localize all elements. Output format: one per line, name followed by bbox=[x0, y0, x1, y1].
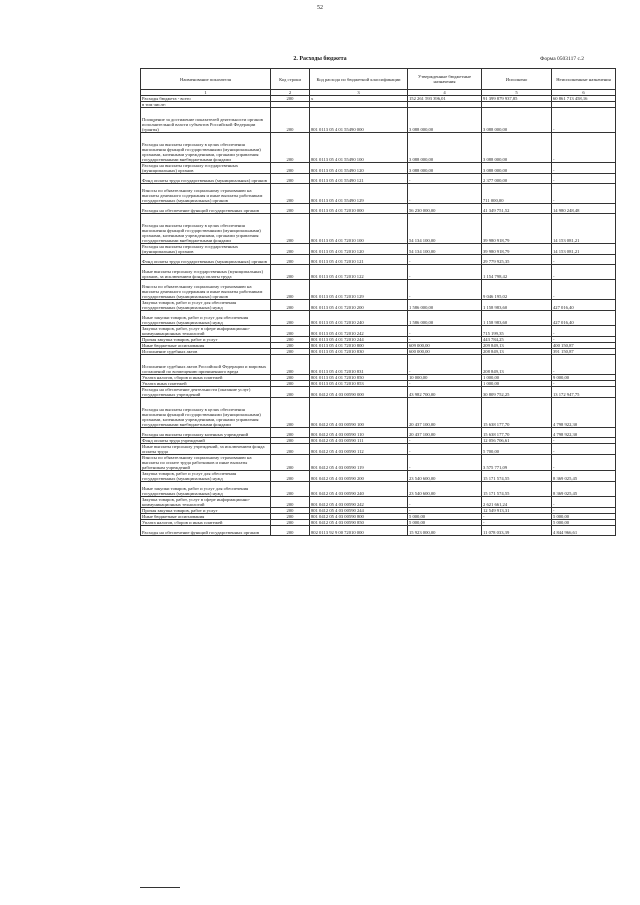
row-executed: 12 549 913,31 bbox=[482, 508, 552, 514]
row-approved: - bbox=[408, 438, 482, 444]
row-budget-code: 801 0412 05 4 03 00590 110 bbox=[310, 428, 408, 438]
row-approved: - bbox=[408, 174, 482, 184]
row-budget-code: 801 0113 05 4 01 72010 000 bbox=[310, 204, 408, 214]
column-number: 4 bbox=[408, 90, 482, 96]
row-budget-code: x bbox=[310, 96, 408, 102]
row-unexecuted: - bbox=[552, 184, 616, 204]
row-executed: 12 056 706,61 bbox=[482, 438, 552, 444]
row-executed: 1 000,00 bbox=[482, 375, 552, 381]
row-line-code: 200 bbox=[271, 482, 310, 497]
row-executed: 711 000,00 bbox=[482, 184, 552, 204]
row-unexecuted: 9 000,00 bbox=[552, 375, 616, 381]
row-budget-code: 801 0412 05 4 03 00590 100 bbox=[310, 398, 408, 428]
table-row bbox=[141, 526, 616, 536]
row-budget-code: 801 0113 05 4 01 55490 100 bbox=[310, 133, 408, 163]
row-budget-code: 801 0113 05 4 01 72010 120 bbox=[310, 244, 408, 255]
row-line-code: 200 bbox=[271, 133, 310, 163]
table-header-row bbox=[141, 69, 616, 90]
row-budget-code: 801 0412 05 4 03 00590 111 bbox=[310, 438, 408, 444]
row-unexecuted: - bbox=[552, 444, 616, 455]
table-row bbox=[141, 497, 616, 508]
row-unexecuted: 4 798 922,30 bbox=[552, 398, 616, 428]
row-line-code: 200 bbox=[271, 514, 310, 520]
header-budget-code: Код расхода по бюджетной классификации bbox=[310, 69, 408, 90]
footnote-divider bbox=[140, 887, 180, 888]
table-row bbox=[141, 455, 616, 471]
header-approved: Утвержденные бюджетные назначения bbox=[408, 69, 482, 90]
row-budget-code: 801 0113 05 4 01 55490 129 bbox=[310, 184, 408, 204]
row-name: Фонд оплаты труда учреждений bbox=[141, 438, 271, 444]
row-line-code: 200 bbox=[271, 508, 310, 514]
row-approved: 10 000,00 bbox=[408, 375, 482, 381]
row-budget-code: 801 0113 05 4 01 72010 121 bbox=[310, 255, 408, 265]
row-executed: 3 088 000,00 bbox=[482, 163, 552, 174]
row-name: Иные закупки товаров, работ и услуг для обеспечения государственных (муниципальных) нужд bbox=[141, 311, 271, 326]
row-unexecuted: - bbox=[552, 255, 616, 265]
column-number: 5 bbox=[482, 90, 552, 96]
row-line-code: 200 bbox=[271, 444, 310, 455]
row-line-code: 200 bbox=[271, 343, 310, 349]
row-approved: 43 982 700,00 bbox=[408, 387, 482, 398]
row-budget-code: 801 0113 05 4 01 55490 120 bbox=[310, 163, 408, 174]
row-unexecuted: - bbox=[552, 337, 616, 343]
row-name: Иные выплаты персоналу государственных (муниципальных) органов, за исключением фонда оплаты труда bbox=[141, 265, 271, 280]
row-line-code: 200 bbox=[271, 265, 310, 280]
row-approved: - bbox=[408, 497, 482, 508]
header-line-code: Код строки bbox=[271, 69, 310, 90]
row-unexecuted: 4 798 922,30 bbox=[552, 428, 616, 438]
row-line-code: 200 bbox=[271, 375, 310, 381]
row-unexecuted: - bbox=[552, 508, 616, 514]
row-name: Расходы на выплаты персоналу в целях обеспечения выполнения функций государственными (муниципальными) органами, казенными учреждениями, органами управления государственными внебюджетными фондами bbox=[141, 398, 271, 428]
row-line-code: 200 bbox=[271, 108, 310, 133]
expenses-table bbox=[140, 68, 616, 536]
row-unexecuted: - bbox=[552, 174, 616, 184]
row-approved: 152 261 593 396,01 bbox=[408, 96, 482, 102]
header-executed: Исполнено bbox=[482, 69, 552, 90]
row-line-code: 200 bbox=[271, 471, 310, 482]
row-executed: - bbox=[482, 520, 552, 526]
row-unexecuted: - bbox=[552, 381, 616, 387]
row-approved: 23 540 600,00 bbox=[408, 471, 482, 482]
row-unexecuted: 5 000,00 bbox=[552, 514, 616, 520]
row-unexecuted: - bbox=[552, 265, 616, 280]
row-budget-code: 801 0113 05 4 01 55490 000 bbox=[310, 108, 408, 133]
row-name: Расходы на обеспечение деятельности (оказание услуг) государственных учреждений bbox=[141, 387, 271, 398]
table-row bbox=[141, 174, 616, 184]
row-unexecuted: 4 844 966,61 bbox=[552, 526, 616, 536]
row-name: Иные закупки товаров, работ и услуг для обеспечения государственных (муниципальных) нужд bbox=[141, 482, 271, 497]
row-line-code: 200 bbox=[271, 255, 310, 265]
page-number: 52 bbox=[317, 5, 323, 11]
column-number: 1 bbox=[141, 90, 271, 96]
row-budget-code: 801 0113 05 4 01 55490 121 bbox=[310, 174, 408, 184]
row-executed: 15 171 574,55 bbox=[482, 471, 552, 482]
row-unexecuted: 5 000,00 bbox=[552, 520, 616, 526]
row-line-code: 200 bbox=[271, 184, 310, 204]
table-row bbox=[141, 398, 616, 428]
column-number: 2 bbox=[271, 90, 310, 96]
row-line-code: 200 bbox=[271, 387, 310, 398]
row-line-code: 200 bbox=[271, 300, 310, 311]
row-executed: 208 849,13 bbox=[482, 355, 552, 375]
row-executed: 39 980 918,79 bbox=[482, 214, 552, 244]
row-name: в том числе: bbox=[141, 102, 271, 108]
row-name: Взносы по обязательному социальному страхованию на выплаты по оплате труда работников и иные выплаты работникам учреждений bbox=[141, 455, 271, 471]
row-budget-code: 801 0412 05 4 03 00590 800 bbox=[310, 514, 408, 520]
row-unexecuted: 14 980 248,48 bbox=[552, 204, 616, 214]
row-budget-code: 801 0113 05 4 01 72010 800 bbox=[310, 343, 408, 349]
row-executed: 30 809 752,25 bbox=[482, 387, 552, 398]
row-approved: 3 088 000,00 bbox=[408, 133, 482, 163]
row-budget-code: 801 0412 05 4 03 00590 200 bbox=[310, 471, 408, 482]
row-unexecuted: - bbox=[552, 133, 616, 163]
row-approved: 1 586 000,00 bbox=[408, 300, 482, 311]
row-line-code: 200 bbox=[271, 526, 310, 536]
row-approved: 54 134 100,00 bbox=[408, 214, 482, 244]
row-budget-code: 801 0412 05 4 03 00590 242 bbox=[310, 497, 408, 508]
row-budget-code: 801 0113 05 4 01 72010 100 bbox=[310, 214, 408, 244]
row-executed: 1 000,00 bbox=[482, 381, 552, 387]
table-row bbox=[141, 444, 616, 455]
row-name: Уплата налогов, сборов и иных платежей bbox=[141, 375, 271, 381]
row-budget-code: 801 0412 05 4 03 00590 850 bbox=[310, 520, 408, 526]
table-row bbox=[141, 300, 616, 311]
header-unexecuted: Неисполненные назначения bbox=[552, 69, 616, 90]
row-name: Расходы на обеспечение функций государственных органов bbox=[141, 526, 271, 536]
row-executed: 209 849,13 bbox=[482, 343, 552, 349]
row-line-code: 200 bbox=[271, 381, 310, 387]
row-name: Расходы на выплаты персоналу в целях обеспечения выполнения функций государственными (муниципальными) органами, казенными учреждениями, органами управления государственными внебюджетными фондами bbox=[141, 133, 271, 163]
row-name: Взносы по обязательному социальному страхованию на выплаты денежного содержания и иные выплаты работникам государственных (муниципальных) органов bbox=[141, 184, 271, 204]
row-budget-code: 801 0113 05 4 01 72010 129 bbox=[310, 280, 408, 300]
row-approved: 3 088 000,00 bbox=[408, 163, 482, 174]
row-unexecuted: 8 369 025,45 bbox=[552, 482, 616, 497]
row-approved: - bbox=[408, 444, 482, 455]
row-budget-code: 801 0113 05 4 01 72010 122 bbox=[310, 265, 408, 280]
row-budget-code: 801 0113 05 4 01 72010 831 bbox=[310, 355, 408, 375]
row-line-code: 200 bbox=[271, 355, 310, 375]
row-approved: 20 437 100,00 bbox=[408, 428, 482, 438]
row-name: Исполнение судебных актов Российской Федерации и мировых соглашений по возмещению причиненного вреда bbox=[141, 355, 271, 375]
row-line-code: 200 bbox=[271, 96, 310, 102]
row-executed: 11 078 033,39 bbox=[482, 526, 552, 536]
row-unexecuted: 8 369 025,45 bbox=[552, 471, 616, 482]
row-line-code: 200 bbox=[271, 280, 310, 300]
table-row bbox=[141, 255, 616, 265]
row-line-code: 200 bbox=[271, 520, 310, 526]
table-row bbox=[141, 311, 616, 326]
row-name: Расходы бюджета - всего bbox=[141, 96, 271, 102]
row-line-code: 200 bbox=[271, 497, 310, 508]
row-unexecuted: - bbox=[552, 455, 616, 471]
row-executed: 443 784,25 bbox=[482, 337, 552, 343]
row-budget-code: 802 0113 92 9 00 72010 000 bbox=[310, 526, 408, 536]
row-budget-code: 801 0412 05 4 03 00590 112 bbox=[310, 444, 408, 455]
row-executed: 15 171 574,55 bbox=[482, 482, 552, 497]
row-approved: 3 088 000,00 bbox=[408, 108, 482, 133]
row-unexecuted: 427 016,40 bbox=[552, 311, 616, 326]
row-name: Уплата иных платежей bbox=[141, 381, 271, 387]
row-approved: 5 000,00 bbox=[408, 514, 482, 520]
table-row bbox=[141, 471, 616, 482]
row-line-code: 200 bbox=[271, 438, 310, 444]
row-approved: - bbox=[408, 508, 482, 514]
row-budget-code: 801 0412 05 4 03 00590 000 bbox=[310, 387, 408, 398]
row-unexecuted: - bbox=[552, 497, 616, 508]
row-name: Закупка товаров, работ, услуг в сфере информационно-коммуникационных технологий bbox=[141, 497, 271, 508]
row-unexecuted: 391 150,87 bbox=[552, 349, 616, 355]
row-unexecuted: 13 172 947,75 bbox=[552, 387, 616, 398]
row-executed: 1 158 983,60 bbox=[482, 300, 552, 311]
row-approved: 1 586 000,00 bbox=[408, 311, 482, 326]
row-executed: 3 088 000,00 bbox=[482, 133, 552, 163]
row-line-code: 200 bbox=[271, 163, 310, 174]
table-row bbox=[141, 265, 616, 280]
row-name: Иные выплаты персоналу учреждений, за исключением фонда оплаты труда bbox=[141, 444, 271, 455]
row-unexecuted: - bbox=[552, 163, 616, 174]
row-budget-code: 801 0113 05 4 01 72010 853 bbox=[310, 381, 408, 387]
row-approved: - bbox=[408, 255, 482, 265]
row-budget-code: 801 0113 05 4 01 72010 244 bbox=[310, 337, 408, 343]
row-approved: - bbox=[408, 337, 482, 343]
row-unexecuted: 60 861 713 458,16 bbox=[552, 96, 616, 102]
row-line-code: 200 bbox=[271, 398, 310, 428]
row-line-code: 200 bbox=[271, 337, 310, 343]
table-row bbox=[141, 280, 616, 300]
row-unexecuted: 14 153 081,21 bbox=[552, 244, 616, 255]
row-executed: 2 621 661,24 bbox=[482, 497, 552, 508]
row-executed: 41 349 751,52 bbox=[482, 204, 552, 214]
row-unexecuted: - bbox=[552, 438, 616, 444]
row-executed: 2 377 000,00 bbox=[482, 174, 552, 184]
row-budget-code: 801 0113 05 4 01 72010 200 bbox=[310, 300, 408, 311]
row-unexecuted: - bbox=[552, 326, 616, 337]
row-line-code: 200 bbox=[271, 455, 310, 471]
row-name: Фонд оплаты труда государственных (муниципальных) органов bbox=[141, 174, 271, 184]
row-executed: 3 088 000,00 bbox=[482, 108, 552, 133]
row-name: Поощрение за достижение показателей деятельности органов исполнительной власти субъектов Российской Федерации (гранты) bbox=[141, 108, 271, 133]
row-line-code: 200 bbox=[271, 349, 310, 355]
row-approved: - bbox=[408, 355, 482, 375]
row-name: Взносы по обязательному социальному страхованию на выплаты денежного содержания и иные выплаты работникам государственных (муниципальных) органов bbox=[141, 280, 271, 300]
row-executed: 715 199,35 bbox=[482, 326, 552, 337]
column-number: 3 bbox=[310, 90, 408, 96]
row-executed: 29 779 925,35 bbox=[482, 255, 552, 265]
row-unexecuted: 400 150,87 bbox=[552, 343, 616, 349]
row-name: Расходы на выплаты персоналу казенных учреждений bbox=[141, 428, 271, 438]
table-row bbox=[141, 244, 616, 255]
row-executed: 3 575 771,09 bbox=[482, 455, 552, 471]
row-name: Закупка товаров, работ и услуг для обеспечения государственных (муниципальных) нужд bbox=[141, 471, 271, 482]
row-budget-code: 801 0113 05 4 01 72010 850 bbox=[310, 375, 408, 381]
row-executed: 9 046 195,02 bbox=[482, 280, 552, 300]
row-budget-code: 801 0412 05 4 03 00590 119 bbox=[310, 455, 408, 471]
table-row bbox=[141, 326, 616, 337]
row-unexecuted: - bbox=[552, 108, 616, 133]
row-executed: 15 638 177,70 bbox=[482, 398, 552, 428]
row-line-code: 200 bbox=[271, 326, 310, 337]
table-row bbox=[141, 214, 616, 244]
row-approved: 23 540 600,00 bbox=[408, 482, 482, 497]
row-executed: 1 158 983,60 bbox=[482, 311, 552, 326]
row-executed: 5 700,00 bbox=[482, 444, 552, 455]
row-approved: 20 437 100,00 bbox=[408, 398, 482, 428]
row-line-code: 200 bbox=[271, 214, 310, 244]
row-line-code: 200 bbox=[271, 174, 310, 184]
row-approved: - bbox=[408, 265, 482, 280]
table-row bbox=[141, 428, 616, 438]
table-row bbox=[141, 355, 616, 375]
row-budget-code: 801 0412 05 4 03 00590 240 bbox=[310, 482, 408, 497]
row-line-code: 200 bbox=[271, 244, 310, 255]
row-approved: - bbox=[408, 381, 482, 387]
row-approved: - bbox=[408, 184, 482, 204]
row-name: Закупка товаров, работ и услуг для обеспечения государственных (муниципальных) нужд bbox=[141, 300, 271, 311]
row-executed: 15 638 177,70 bbox=[482, 428, 552, 438]
table-row bbox=[141, 204, 616, 214]
row-approved: 5 000,00 bbox=[408, 520, 482, 526]
row-budget-code: 801 0113 05 4 01 72010 242 bbox=[310, 326, 408, 337]
row-name: Исполнение судебных актов bbox=[141, 349, 271, 355]
row-approved: - bbox=[408, 280, 482, 300]
row-name: Уплата налогов, сборов и иных платежей bbox=[141, 520, 271, 526]
row-approved: 56 230 000,00 bbox=[408, 204, 482, 214]
row-name: Иные бюджетные ассигнования bbox=[141, 514, 271, 520]
row-executed: 1 154 798,42 bbox=[482, 265, 552, 280]
row-name: Расходы на выплаты персоналу государственных (муниципальных) органов bbox=[141, 244, 271, 255]
row-name: Закупка товаров, работ, услуг в сфере информационно-коммуникационных технологий bbox=[141, 326, 271, 337]
row-unexecuted: 427 016,40 bbox=[552, 300, 616, 311]
row-approved: - bbox=[408, 455, 482, 471]
form-code: Форма 0503117 с.2 bbox=[540, 56, 585, 62]
row-name: Прочая закупка товаров, работ и услуг bbox=[141, 337, 271, 343]
row-approved: 54 134 100,00 bbox=[408, 244, 482, 255]
row-budget-code: 801 0412 05 4 03 00590 244 bbox=[310, 508, 408, 514]
table-row bbox=[141, 163, 616, 174]
row-line-code: 200 bbox=[271, 311, 310, 326]
row-executed: 39 980 918,79 bbox=[482, 244, 552, 255]
row-budget-code: 801 0113 05 4 01 72010 240 bbox=[310, 311, 408, 326]
row-line-code: 200 bbox=[271, 428, 310, 438]
column-number: 6 bbox=[552, 90, 616, 96]
row-approved: 609 000,00 bbox=[408, 343, 482, 349]
row-budget-code: 801 0113 05 4 01 72010 830 bbox=[310, 349, 408, 355]
row-unexecuted: - bbox=[552, 280, 616, 300]
row-unexecuted: 14 153 081,21 bbox=[552, 214, 616, 244]
row-executed: - bbox=[482, 514, 552, 520]
row-name: Фонд оплаты труда государственных (муниципальных) органов bbox=[141, 255, 271, 265]
document-title: 2. Расходы бюджета bbox=[293, 56, 347, 62]
row-approved: 600 000,00 bbox=[408, 349, 482, 355]
row-executed: 208 849,13 bbox=[482, 349, 552, 355]
row-line-code: 200 bbox=[271, 204, 310, 214]
row-executed: 91 399 879 937,85 bbox=[482, 96, 552, 102]
row-approved: 15 923 000,00 bbox=[408, 526, 482, 536]
header-indicator-name: Наименование показателя bbox=[141, 69, 271, 90]
row-unexecuted: - bbox=[552, 355, 616, 375]
row-name: Иные бюджетные ассигнования bbox=[141, 343, 271, 349]
table-row bbox=[141, 133, 616, 163]
table-row bbox=[141, 184, 616, 204]
row-name: Расходы на обеспечение функций государственных органов bbox=[141, 204, 271, 214]
row-approved: - bbox=[408, 326, 482, 337]
row-name: Расходы на выплаты персоналу в целях обеспечения выполнения функций государственными (муниципальными) органами, казенными учреждениями, органами управления государственными внебюджетными фондами bbox=[141, 214, 271, 244]
row-name: Расходы на выплаты персоналу государственных (муниципальных) органов bbox=[141, 163, 271, 174]
table-row bbox=[141, 387, 616, 398]
table-row bbox=[141, 108, 616, 133]
row-name: Прочая закупка товаров, работ и услуг bbox=[141, 508, 271, 514]
table-row bbox=[141, 482, 616, 497]
